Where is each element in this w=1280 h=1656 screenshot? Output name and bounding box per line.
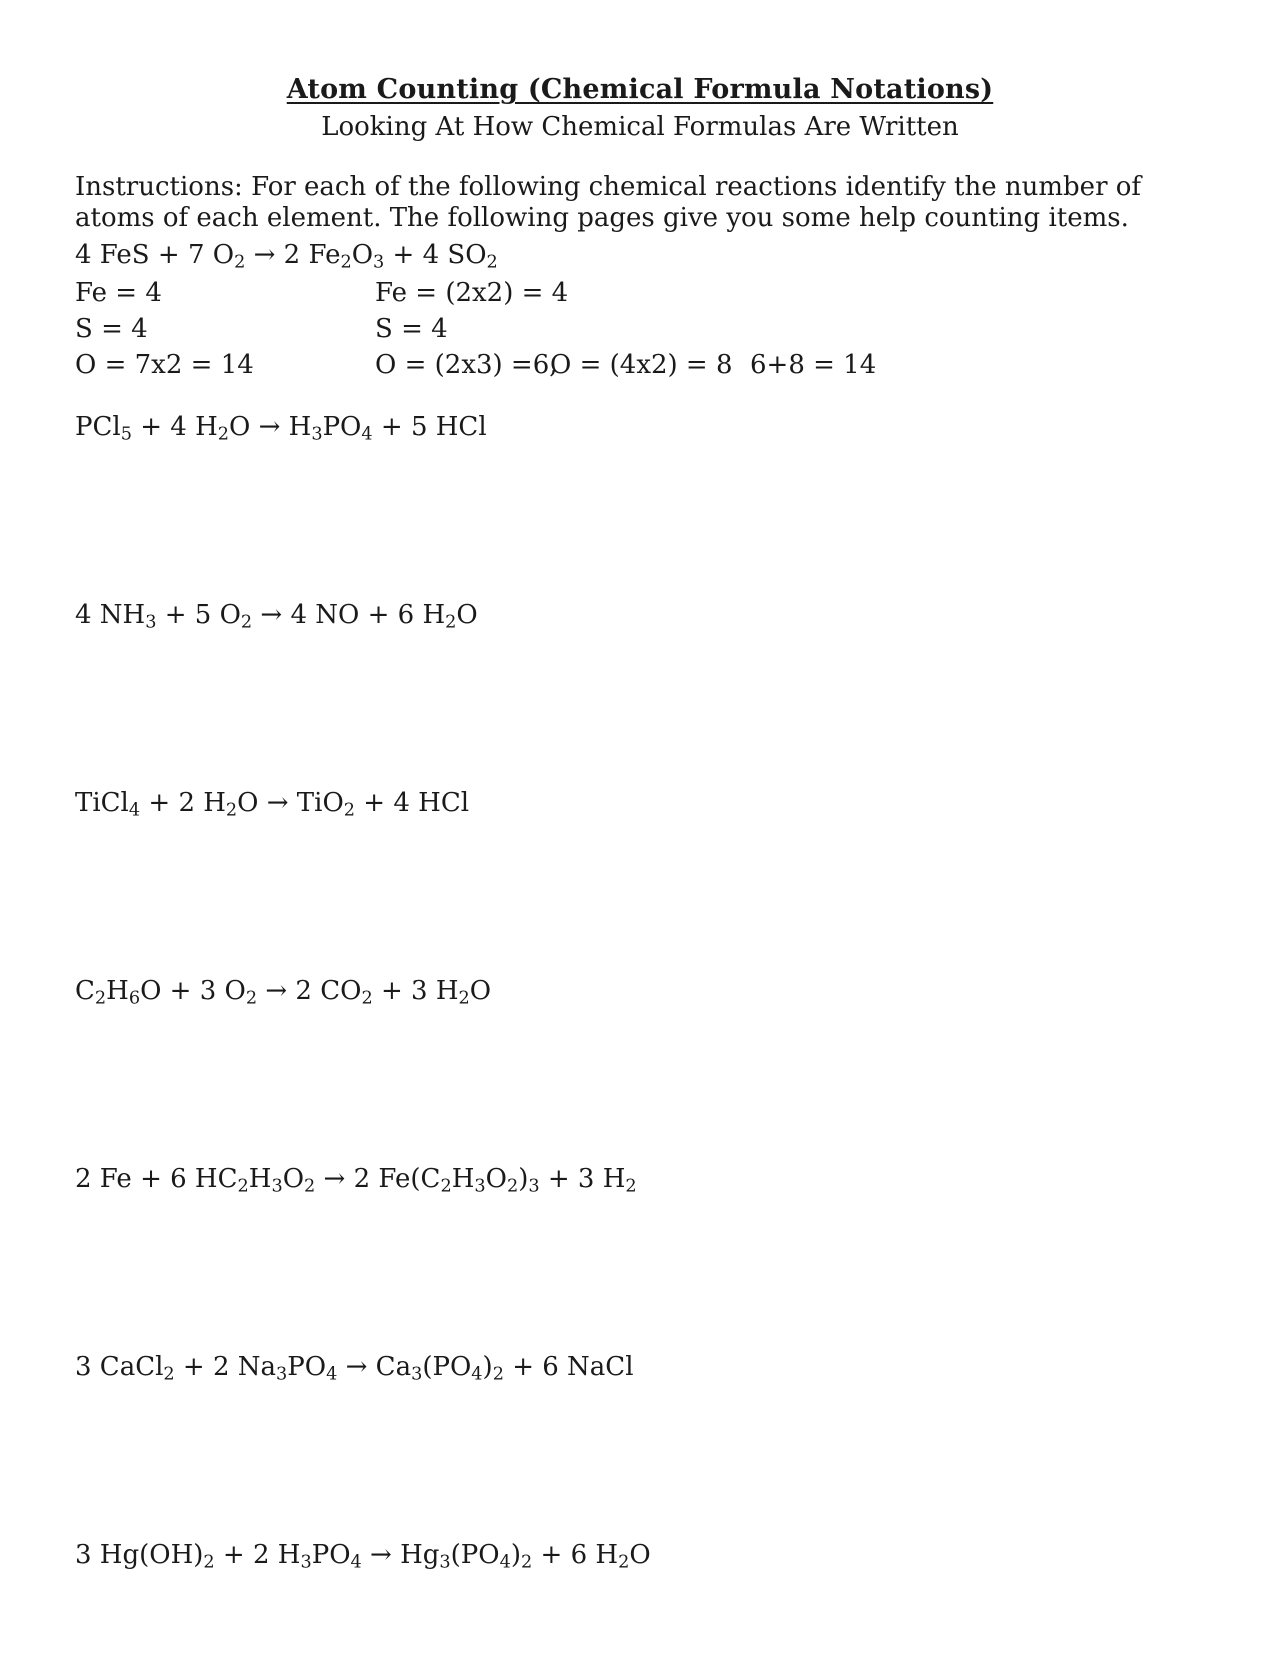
formula-text: H [451, 1164, 475, 1194]
formula-subscript: 3 [474, 1176, 486, 1197]
example-right-count-o-so2: O = (4x2) = 8 [550, 350, 733, 380]
formula-subscript: 2 [245, 988, 258, 1009]
formula-subscript: 3 [528, 1176, 540, 1197]
formula-text: O [456, 600, 478, 630]
example-o-total: 6+8 = 14 [750, 350, 877, 380]
formula-text: 4 FeS [75, 240, 158, 270]
equation-2 [75, 600, 478, 633]
formula-subscript: 3 [411, 1364, 423, 1385]
equation-1-formula [75, 412, 487, 445]
equation-6 [75, 1352, 634, 1385]
page-title: Atom Counting (Chemical Formula Notations) [286, 74, 994, 105]
formula-subscript: 2 [506, 1176, 519, 1197]
formula-subscript: 4 [361, 424, 373, 445]
equation-2-formula [75, 600, 478, 633]
formula-subscript: 2 [625, 1176, 637, 1197]
example-right-count-o-fe2o3: O = (2x3) =6, [375, 350, 558, 380]
formula-text: → 4 NO + 6 H [252, 600, 446, 630]
formula-text: + 2 H [140, 788, 226, 818]
instructions-text: Instructions: For each of the following chemical reactions identify the number of atoms of each element. The following pages give you some help counting items. [75, 172, 1142, 233]
formula-text: ) [510, 1540, 522, 1570]
equation-7-formula [75, 1540, 651, 1573]
equation-4-formula [75, 976, 492, 1009]
formula-subscript: 3 [145, 612, 157, 633]
equation-7 [75, 1540, 651, 1573]
formula-text: + 4 SO [384, 240, 487, 270]
formula-text: PO [322, 412, 362, 442]
formula-subscript: 2 [486, 252, 498, 273]
formula-subscript: 6 [128, 988, 141, 1009]
formula-text: + 7 O [157, 240, 235, 270]
formula-subscript: 3 [276, 1364, 288, 1385]
equation-4 [75, 976, 492, 1009]
formula-text: + 3 H [372, 976, 459, 1006]
formula-subscript: 2 [94, 988, 107, 1009]
formula-text: → [245, 240, 284, 270]
page-subtitle: Looking At How Chemical Formulas Are Written [321, 112, 959, 142]
formula-text: TiCl [75, 788, 129, 818]
formula-subscript: 2 [521, 1552, 533, 1573]
formula-text: 4 NH [75, 600, 146, 630]
formula-subscript: 2 [203, 1552, 215, 1573]
formula-subscript: 4 [499, 1552, 511, 1573]
formula-text: PO [287, 1352, 327, 1382]
formula-subscript: 4 [326, 1364, 338, 1385]
equation-3 [75, 788, 470, 821]
formula-text: H [106, 976, 129, 1006]
equation-6-formula [75, 1352, 634, 1385]
formula-text: → 2 CO [257, 976, 362, 1006]
formula-text: 3 CaCl [75, 1352, 164, 1382]
formula-subscript: 2 [304, 1176, 316, 1197]
formula-text: O → TiO [237, 788, 344, 818]
formula-subscript: 3 [373, 252, 385, 273]
equation-1 [75, 412, 487, 445]
formula-text: → Ca [337, 1352, 412, 1382]
example-right-count-s: S = 4 [375, 314, 448, 344]
formula-subscript: 2 [361, 988, 373, 1009]
formula-subscript: 2 [225, 800, 238, 821]
formula-text: O [351, 240, 374, 270]
formula-subscript: 4 [350, 1552, 362, 1573]
formula-subscript: 2 [234, 252, 246, 273]
formula-text: 2 Fe [283, 240, 341, 270]
formula-subscript: 2 [492, 1364, 504, 1385]
formula-text: + 5 HCl [372, 412, 487, 442]
formula-text: ) [482, 1352, 493, 1382]
formula-subscript: 2 [440, 1176, 452, 1197]
formula-text: + 6 H [532, 1540, 619, 1570]
formula-subscript: 2 [343, 800, 356, 821]
formula-subscript: 4 [128, 800, 141, 821]
formula-subscript: 2 [445, 612, 457, 633]
formula-subscript: 2 [237, 1176, 249, 1197]
equation-3-formula [75, 788, 470, 821]
formula-subscript: 5 [120, 424, 132, 445]
example-left-count-o: O = 7x2 = 14 [75, 350, 254, 380]
formula-subscript: 3 [311, 424, 323, 445]
example-equation [75, 240, 498, 273]
formula-subscript: 3 [439, 1552, 451, 1573]
formula-text: + 2 H [214, 1540, 301, 1570]
formula-subscript: 2 [240, 612, 253, 633]
formula-text: + 2 Na [174, 1352, 277, 1382]
formula-text: O [629, 1540, 651, 1570]
formula-text: O [485, 1164, 507, 1194]
formula-text: O → H [229, 412, 312, 442]
formula-text: ) [518, 1164, 529, 1194]
formula-text: + 4 HCl [355, 788, 470, 818]
formula-text: + 4 H [131, 412, 218, 442]
example-right-count-fe: Fe = (2x2) = 4 [375, 278, 569, 308]
formula-text: O + 3 O [140, 976, 246, 1006]
equation-5-formula [75, 1164, 637, 1197]
formula-subscript: 4 [471, 1364, 483, 1385]
formula-text: 2 Fe + 6 HC [75, 1164, 238, 1194]
formula-text: + 3 H [539, 1164, 626, 1194]
formula-text: O [282, 1164, 305, 1194]
formula-subscript: 2 [217, 424, 229, 445]
formula-text: 3 Hg(OH) [75, 1540, 204, 1570]
formula-text: O [469, 976, 492, 1006]
equation-5 [75, 1164, 637, 1197]
formula-subscript: 2 [163, 1364, 175, 1385]
formula-subscript: 2 [340, 252, 352, 273]
formula-text: (PO [450, 1540, 500, 1570]
formula-text: PO [311, 1540, 351, 1570]
formula-text: + 6 NaCl [503, 1352, 634, 1382]
formula-text: H [248, 1164, 272, 1194]
formula-text: + 5 O [156, 600, 241, 630]
formula-text: → 2 Fe(C [315, 1164, 441, 1194]
example-left-count-fe: Fe = 4 [75, 278, 162, 308]
formula-text: → Hg [361, 1540, 440, 1570]
example-equation-formula [75, 240, 498, 273]
formula-text: C [75, 976, 95, 1006]
formula-subscript: 3 [271, 1176, 283, 1197]
formula-text: (PO [422, 1352, 472, 1382]
formula-subscript: 2 [458, 988, 470, 1009]
formula-subscript: 2 [618, 1552, 630, 1573]
formula-subscript: 3 [300, 1552, 312, 1573]
example-left-count-s: S = 4 [75, 314, 148, 344]
formula-text: PCl [75, 412, 121, 442]
